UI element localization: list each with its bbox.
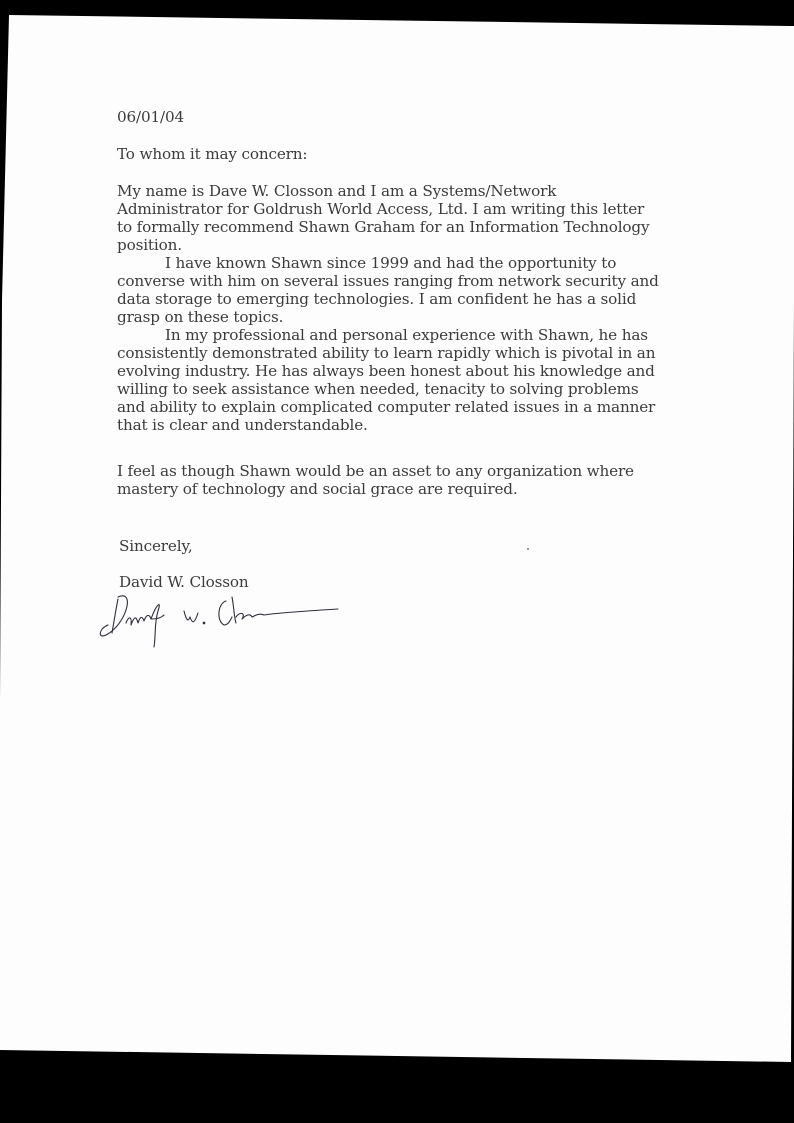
- salutation: To whom it may concern:: [117, 145, 308, 163]
- text-line: data storage to emerging technologies. I am confident he has a solid: [117, 290, 637, 308]
- text-line: position.: [117, 236, 182, 254]
- paragraph-acquaintance: [117, 254, 717, 326]
- text-line: Administrator for Goldrush World Access, Ltd. I am writing this letter: [117, 200, 645, 218]
- paragraph-closing: [117, 462, 717, 498]
- text-line: converse with him on several issues ranging from network security and: [117, 272, 659, 290]
- text-line: grasp on these topics.: [117, 308, 284, 326]
- text-line: mastery of technology and social grace are required.: [117, 480, 518, 498]
- handwritten-signature: [96, 585, 356, 655]
- letter-date: 06/01/04: [117, 108, 185, 126]
- paragraph-introduction: [117, 182, 717, 254]
- text-line: that is clear and understandable.: [117, 416, 368, 434]
- text-line: and ability to explain complicated computer related issues in a manner: [117, 398, 656, 416]
- text-line: My name is Dave W. Closson and I am a Systems/Network: [117, 182, 557, 200]
- paragraph-experience: [117, 326, 717, 434]
- scan-speck: [527, 548, 529, 550]
- text-line: to formally recommend Shawn Graham for an Information Technology: [117, 218, 650, 236]
- text-line: In my professional and personal experience with Shawn, he has: [165, 326, 648, 344]
- text-line: I have known Shawn since 1999 and had the opportunity to: [165, 254, 617, 272]
- text-line: evolving industry. He has always been honest about his knowledge and: [117, 362, 655, 380]
- text-line: willing to seek assistance when needed, tenacity to solving problems: [117, 380, 639, 398]
- letter-body: [117, 182, 717, 434]
- text-line: I feel as though Shawn would be an asset to any organization where: [117, 462, 634, 480]
- text-line: consistently demonstrated ability to learn rapidly which is pivotal in an: [117, 344, 656, 362]
- signer-name: David W. Closson: [119, 573, 249, 591]
- valediction: Sincerely,: [119, 537, 193, 555]
